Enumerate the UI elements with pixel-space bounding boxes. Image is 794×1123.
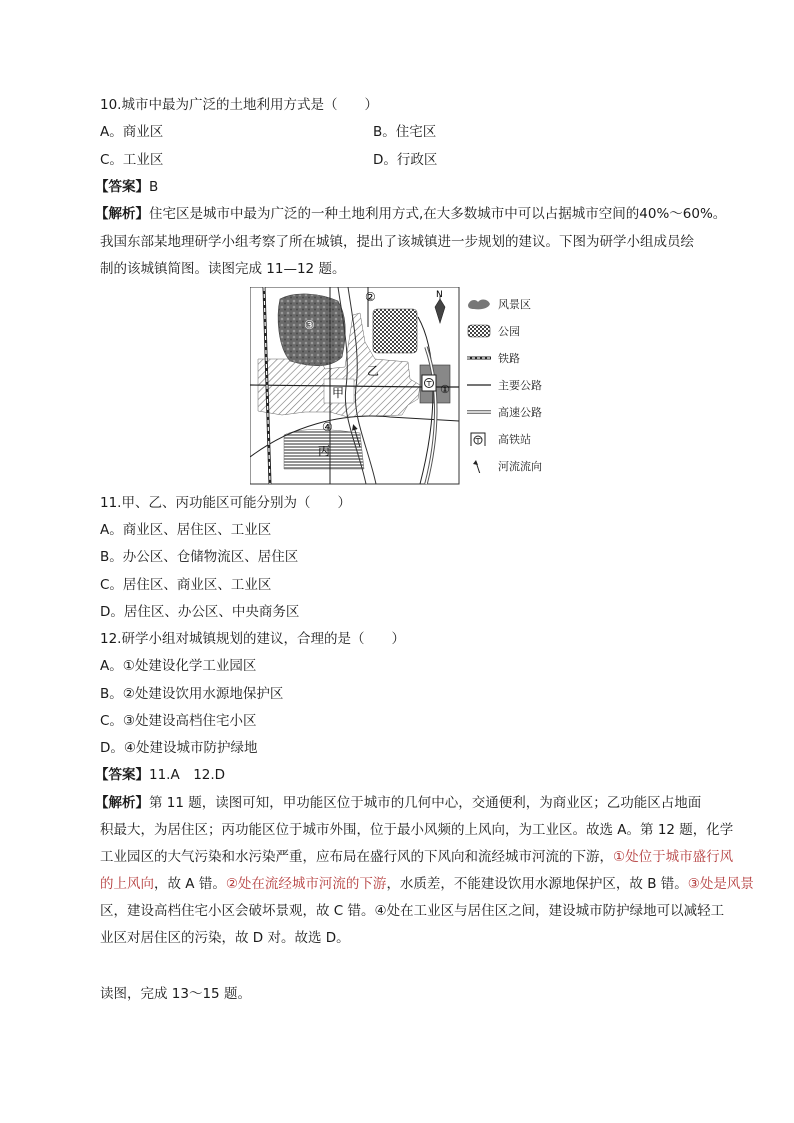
label-north: N — [436, 290, 443, 300]
answer-value: B — [149, 179, 159, 195]
analysis-highlight: ②处在流经城市河流的下游 — [225, 876, 387, 892]
analysis-text: ，水质差，不能建设饮用水源地保护区，故 B 错。 — [386, 876, 688, 892]
legend-label-park: 公园 — [498, 325, 520, 338]
q12-analysis-line-2: 积最大，为居住区；丙功能区位于城市外围，位于最小风频的上风向，为工业区。故选 A。第 12 题，化学 — [100, 822, 734, 838]
legend-item-river-flow — [466, 458, 542, 474]
next-instruction: 读图，完成 13～15 题。 — [100, 986, 251, 1002]
q10-option-c: C。工业区 — [100, 152, 164, 168]
legend-item-main-road — [466, 377, 542, 393]
legend-item-station — [466, 431, 531, 447]
analysis-text: 第 11 题，读图可知，甲功能区位于城市的几何中心，交通便利，为商业区；乙功能区占地面 — [149, 795, 702, 811]
railway-icon — [466, 351, 492, 365]
answer-label: 【答案】 — [95, 179, 149, 195]
high-speed-rail-station-legend-icon — [466, 432, 492, 446]
legend-label-scenic: 风景区 — [498, 298, 531, 311]
answer-label: 【答案】 — [95, 767, 149, 783]
q12-analysis-line-4 — [100, 874, 754, 894]
q11-stem: 11.甲、乙、丙功能区可能分别为（ ） — [100, 495, 351, 511]
park-icon — [466, 324, 492, 338]
scenic-area-icon — [466, 297, 492, 311]
q12-option-b: B。②处建设饮用水源地保护区 — [100, 686, 284, 702]
label-n4: ④ — [322, 420, 333, 434]
label-n3: ③ — [304, 318, 315, 332]
q12-analysis-line-5: 区，建设高档住宅小区会破坏景观，故 C 错。④处在工业区与居住区之间，建设城市防护绿地可以减轻工 — [100, 903, 725, 919]
q12-option-a: A。①处建设化学工业园区 — [100, 658, 257, 674]
park-area — [373, 309, 417, 353]
label-yi: 乙 — [367, 364, 380, 378]
legend-item-expressway — [466, 404, 542, 420]
q12-option-d: D。④处建设城市防护绿地 — [100, 740, 258, 756]
label-jia: 甲 — [332, 386, 345, 400]
analysis-text: 工业园区的大气污染和水污染严重，应布局在盛行风的下风向和流经城市河流的下游， — [100, 849, 613, 865]
main-road-icon — [466, 378, 492, 392]
legend-item-railway — [466, 350, 520, 366]
legend-item-scenic — [466, 296, 531, 312]
high-speed-rail-station-icon — [422, 375, 436, 391]
q12-analysis-line-1 — [95, 793, 701, 813]
q12-stem: 12.研学小组对城镇规划的建议，合理的是（ ） — [100, 631, 405, 647]
label-n1: ① — [440, 383, 450, 396]
q10-option-d: D。行政区 — [373, 152, 438, 168]
q11-option-d: D。居住区、办公区、中央商务区 — [100, 604, 300, 620]
q10-stem: 10.城市中最为广泛的土地利用方式是（ ） — [100, 97, 378, 113]
analysis-text: ，故 A 错。 — [154, 876, 226, 892]
legend-label-river-flow: 河流流向 — [498, 460, 542, 473]
label-bing: 丙 — [318, 444, 331, 458]
q10-analysis — [95, 204, 726, 224]
q12-option-c: C。③处建设高档住宅小区 — [100, 713, 257, 729]
q11-option-c: C。居住区、商业区、工业区 — [100, 577, 272, 593]
expressway-icon — [466, 405, 492, 419]
analysis-label: 【解析】 — [95, 206, 149, 222]
analysis-label: 【解析】 — [95, 795, 149, 811]
q10-option-a: A。商业区 — [100, 124, 164, 140]
legend-label-station: 高铁站 — [498, 433, 531, 446]
q10-option-b: B。住宅区 — [373, 124, 437, 140]
analysis-highlight: ①处位于城市盛行风 — [613, 849, 734, 865]
intro-line-1: 我国东部某地理研学小组考察了所在城镇，提出了该城镇进一步规划的建议。下图为研学小组成员绘 — [100, 234, 694, 250]
intro-line-2: 制的该城镇简图。读图完成 11—12 题。 — [100, 261, 346, 277]
q10-answer — [95, 177, 158, 197]
river-flow-arrow-legend-icon — [466, 459, 492, 473]
legend-label-railway: 铁路 — [498, 352, 520, 365]
analysis-highlight: 的上风向 — [100, 876, 154, 892]
legend-label-main-road: 主要公路 — [498, 379, 542, 392]
legend-item-park — [466, 323, 520, 339]
q11-option-a: A。商业区、居住区、工业区 — [100, 522, 272, 538]
q12-answer — [95, 765, 225, 785]
label-n2: ② — [365, 290, 376, 304]
analysis-text: 住宅区是城市中最为广泛的一种土地利用方式,在大多数城市中可以占据城市空间的40%～60%。 — [149, 206, 727, 222]
q12-analysis-line-3 — [100, 847, 733, 867]
q12-analysis-line-6: 业区对居住区的污染，故 D 对。故选 D。 — [100, 930, 350, 946]
legend-label-expressway: 高速公路 — [498, 406, 542, 419]
q11-option-b: B。办公区、仓储物流区、居住区 — [100, 549, 299, 565]
answer-value: 11.A 12.D — [149, 767, 226, 783]
analysis-highlight: ③处是风景 — [687, 876, 754, 892]
